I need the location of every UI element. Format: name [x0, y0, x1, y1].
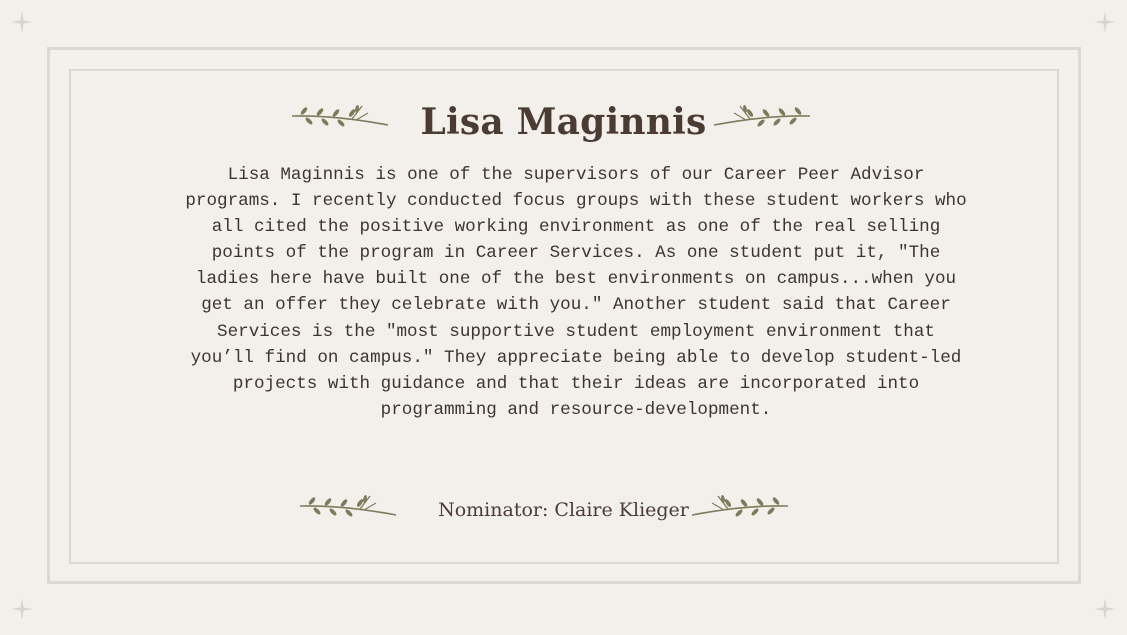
sparkle-icon [11, 598, 33, 620]
sparkle-icon [1094, 11, 1116, 33]
sparkle-icon [11, 11, 33, 33]
nomination-text: Lisa Maginnis is one of the supervisors of our Career Peer Advisor programs. I recently conducted focus groups with these student workers who all cited the positive working environment as one of the real selling points of the program in Career Services. As one student put it, "The ladies here have built one of the best environments on campus...when you get an offer they celebrate with you." Another student said that Career Services is the "most supportive student employment environment that you’ll find on campus." They appreciate being able to develop student-led projects with guidance and that their ideas are incorporated into programming and resource-development. [185, 165, 967, 420]
nominator-label: Nominator: Claire Klieger [438, 499, 689, 521]
sparkle-icon [1094, 598, 1116, 620]
nominee-name-title: Lisa Maginnis [420, 101, 707, 143]
